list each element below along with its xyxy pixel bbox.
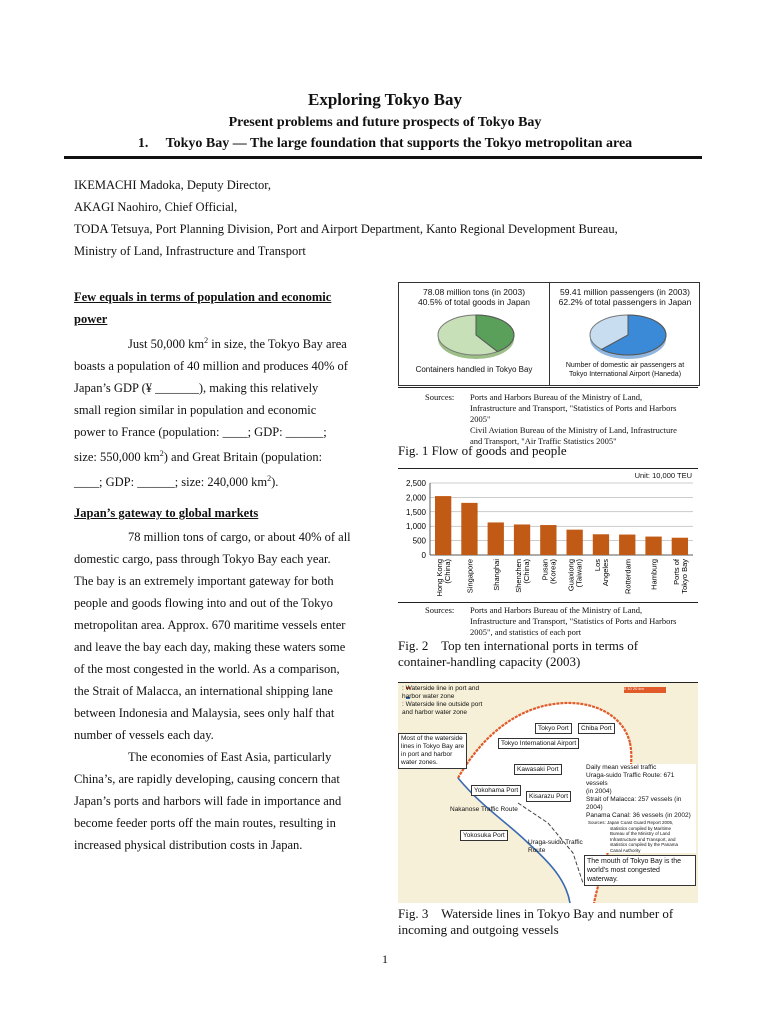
paragraph-gateway-line: and leave the bay each day, making these waters some — [74, 640, 346, 654]
paragraph-gateway-line: people and goods flowing into and out of the Tokyo — [74, 596, 333, 610]
label-most-waterside: Most of the waterside lines in Tokyo Bay are in port and harbor water zones. — [398, 733, 467, 769]
bar — [514, 524, 530, 555]
fig1-pie-containers — [431, 313, 521, 363]
fig3-mouth-note: The mouth of Tokyo Bay is the world's most congested waterway. — [584, 855, 696, 886]
fig1-left-label: Containers handled in Tokyo Bay — [415, 365, 533, 374]
x-tick-label: Ports ofTokyo Bay — [671, 559, 689, 594]
x-tick-label: Guaxiong(Taiwan) — [566, 559, 584, 592]
paragraph-population-line: boasts a population of 40 million and produces 40% of — [74, 359, 348, 374]
x-tick-label: LosAngeles — [592, 559, 610, 587]
author-line-2: AKAGI Naohiro, Chief Official, — [74, 200, 238, 214]
x-tick-label: Singapore — [465, 559, 475, 594]
fig2-bar-chart — [398, 475, 698, 605]
fig1-left-stat: 78.08 million tons (in 2003) 40.5% of total goods in Japan — [418, 287, 530, 307]
y-tick-label: 0 — [421, 551, 426, 560]
fig2-sources-label: Sources: — [425, 605, 455, 615]
section-number: 1. — [137, 136, 149, 151]
paragraph-population-line: Japan’s GDP (¥ _______), making this relatively — [74, 381, 319, 396]
x-tick-label: Hamburg — [649, 559, 659, 590]
y-tick-label: 500 — [412, 536, 426, 546]
paragraph-economy-line: increased physical distribution costs in Japan. — [74, 838, 303, 852]
fig2-caption: Fig. 2 Top ten international ports in terms of container-handling capacity (2003) — [398, 638, 639, 669]
title-rule — [64, 156, 702, 159]
fig2-top-rule — [398, 468, 698, 469]
paragraph-economy-line: China’s, are rapidly developing, causing concern that — [74, 772, 340, 786]
y-tick-label: 2,500 — [405, 479, 426, 488]
paragraph-gateway-line: the Strait of Malacca, an international shipping lane — [74, 684, 333, 698]
author-line-4: Ministry of Land, Infrastructure and Transport — [74, 244, 306, 258]
label-uraga-route: Uraga-suido Traffic Route — [528, 839, 583, 854]
bar — [566, 530, 582, 555]
fig3-traffic-box: Daily mean vessel traffic Uraga-suido Traffic Route: 671 vessels (in 2004) Strait of Malacca: 257 vessels (in 2004) Panama Canal: 36 vessels (in 2002) Sources: Japan Coast Guard Report 2005, statistics compiled by Maritime Bureau of the Ministry of Land Infrastructure and Transport, and statistics compiled by the Panama Canal Authority — [586, 764, 696, 853]
fig2-sources-rule — [398, 602, 698, 603]
paragraph-population-line: ____; GDP: ______; size: 240,000 $km^2$). — [74, 474, 279, 490]
heading-population-line2: power — [74, 312, 108, 326]
bar — [672, 538, 688, 555]
paragraph-population-line: size: 550,000 $km^2$) and Great Britain (population: — [74, 449, 323, 465]
heading-gateway: Japan’s gateway to global markets — [74, 506, 259, 520]
x-tick-label: Pusan(Korea) — [540, 559, 558, 585]
fig1-right-stat: 59.41 million passengers (in 2003) 62.2% of total passengers in Japan — [558, 287, 692, 307]
bar — [540, 525, 556, 555]
y-tick-label: 1,500 — [405, 507, 426, 517]
paragraph-population — [74, 330, 374, 493]
label-yokohama-port: Yokohama Port — [471, 785, 521, 796]
x-tick-label: Rotterdam — [623, 559, 633, 595]
paragraph-population-line: small region similar in population and economic — [74, 403, 317, 418]
bar — [461, 503, 477, 555]
section-heading — [0, 136, 770, 152]
heading-population-line1: Few equals in terms of population and economic — [74, 290, 332, 304]
fig3-caption: Fig. 3 Waterside lines in Tokyo Bay and number of incoming and outgoing vessels — [398, 906, 674, 937]
fig2-sources: Ports and Harbors Bureau of the Ministry of Land, Infrastructure and Transport, "Statistics of Ports and Harbors 2005", and statistics of each port — [470, 605, 677, 637]
label-kawasaki-port: Kawasaki Port — [514, 764, 562, 775]
x-tick-label: Shenzhen(China) — [514, 559, 532, 593]
paragraph-gateway-line: The bay is an extremely important gateway for both — [74, 574, 334, 588]
paragraph-gateway-line: of the most congested in the world. As a comparison, — [74, 662, 340, 676]
y-tick-label: 1,000 — [405, 522, 426, 532]
document-title: Exploring Tokyo Bay — [307, 90, 462, 109]
fig1-sources: Ports and Harbors Bureau of the Ministry of Land, Infrastructure and Transport, "Statistics of Ports and Harbors 2005" Civil Aviation Bureau of the Ministry of Land, Infrastructure and Transport, "Air Traffic Statistics 2005" — [470, 392, 677, 446]
paragraph-gateway-line: metropolitan area. Approx. 670 maritime vessels enter — [74, 618, 346, 632]
paragraph-population-first: Just 50,000 $km^2$ in size, the Tokyo Bay area — [128, 336, 347, 352]
paragraph-population-line: power to France (population: ____; GDP: ______; — [74, 425, 327, 440]
fig1-right-label: Number of domestic air passengers at Tokyo International Airport (Haneda) — [565, 362, 685, 378]
x-tick-label: Hong Kong(China) — [435, 559, 453, 597]
fig1-caption: Fig. 1 Flow of goods and people — [398, 443, 567, 458]
fig3-scale: 0 10 20 km — [624, 686, 644, 691]
fig1-sources-label: Sources: — [425, 392, 455, 402]
bar — [619, 535, 635, 555]
section-title: Tokyo Bay — The large foundation that supports the Tokyo metropolitan area — [165, 136, 633, 151]
fig2-unit: Unit: 10,000 TEU — [634, 471, 692, 480]
paragraph-economy-first: The economies of East Asia, particularly — [128, 750, 332, 764]
label-tokyo-airport: Tokyo International Airport — [498, 738, 579, 749]
label-tokyo-port: Tokyo Port — [535, 723, 572, 734]
fig1-box — [398, 282, 700, 386]
fig3-legend: : Waterside line in port and harbor water zone : Waterside line outside port and harbor water zone — [402, 685, 483, 716]
paragraph-gateway-line: domestic cargo, pass through Tokyo Bay each year. — [74, 552, 331, 566]
label-chiba-port: Chiba Port — [578, 723, 615, 734]
fig1-pie-air — [583, 313, 673, 363]
label-kisarazu-port: Kisarazu Port — [526, 791, 571, 802]
author-line-3: TODA Tetsuya, Port Planning Division, Port and Airport Department, Kanto Regional Development Bureau, — [74, 222, 618, 236]
paragraph-economy-line: Japan’s ports and harbors will fade in importance and — [74, 794, 342, 808]
label-yokosuka-port: Yokosuka Port — [460, 830, 508, 841]
bar — [593, 534, 609, 555]
fig3-map — [398, 682, 698, 903]
paragraph-gateway-first: 78 million tons of cargo, or about 40% of all — [128, 530, 351, 544]
paragraph-gateway-line: between Indonesia and Malaysia, sees only half that — [74, 706, 335, 720]
label-nakanose-route: Nakanose Traffic Route — [450, 806, 518, 813]
paragraph-economy-line: become feeder ports off the main routes, resulting in — [74, 816, 336, 830]
bar — [645, 537, 661, 555]
author-line-1: IKEMACHI Madoka, Deputy Director, — [74, 178, 272, 192]
document-subtitle: Present problems and future prospects of Tokyo Bay — [228, 115, 542, 130]
paragraph-gateway — [74, 526, 374, 856]
fig1-sources-rule — [398, 387, 698, 388]
y-tick-label: 2,000 — [405, 493, 426, 503]
page-number: 1 — [382, 952, 388, 966]
x-tick-label: Shanghai — [491, 559, 501, 591]
heading-population — [74, 290, 374, 305]
fig3-traffic-sources: Sources: Japan Coast Guard Report 2005, statistics compiled by Maritime Bureau of the Ministry of Land Infrastructure and Transport, and statistics compiled by the Panama Canal Authority — [588, 820, 679, 853]
paragraph-gateway-line: number of vessels each day. — [74, 728, 214, 742]
bar — [435, 496, 451, 555]
bar — [488, 522, 504, 555]
